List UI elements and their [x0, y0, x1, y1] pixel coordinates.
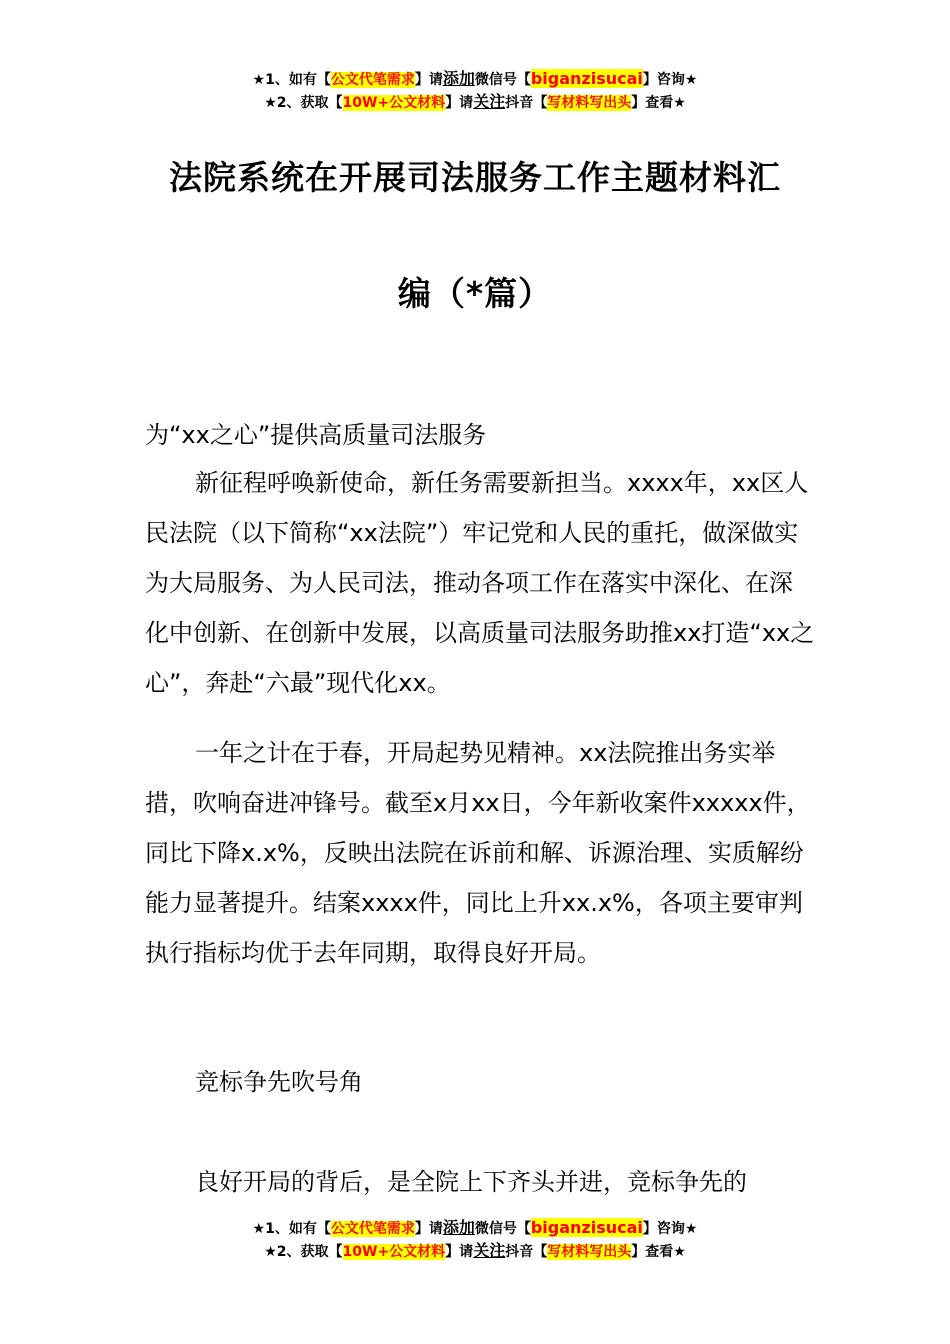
header-banner	[0, 68, 950, 114]
banner-line-2	[0, 1240, 950, 1263]
banner-line-1	[0, 1217, 950, 1240]
banner-text: 微信号【	[474, 72, 531, 88]
banner-text: 】查看★	[631, 95, 686, 111]
banner-highlight: 写材料写出头	[547, 1244, 632, 1260]
paragraph-text: 一年之计在于春，开局起势见精神。xx法院推出务实举措，吹响奋进冲锋号。截至x月xx日，今年新收案件xxxxx件，同比下降x.x%，反映出法院在诉前和解、诉源治理、实质解纷能力显著提升。结案xxxx件，同比上升xx.x%，各项主要审判执行指标均优于去年同期，取得良好开局。	[145, 739, 811, 967]
banner-text: 】咨询★	[642, 72, 698, 88]
document-title-line-1: 法院系统在开展司法服务工作主题材料汇	[169, 158, 781, 197]
paragraph-text: 新征程呼唤新使命，新任务需要新担当。xxxx年，xx区人民法院（以下简称“xx法院”）牢记党和人民的重托，做深做实为大局服务、为人民司法，推动各项工作在落实中深化、在深化中创新、在创新中发展，以高质量司法服务助推xx打造“xx之心”，奔赴“六最”现代化xx。	[145, 469, 815, 697]
banner-emphasis: 添加	[442, 1218, 475, 1237]
banner-text: 】请	[445, 1244, 474, 1260]
paragraph	[145, 458, 815, 708]
banner-line-2	[0, 91, 950, 114]
paragraph	[145, 1157, 815, 1207]
banner-text: 】请	[414, 72, 443, 88]
banner-text: ★2、获取【	[264, 1244, 343, 1260]
paragraph	[145, 728, 815, 978]
banner-text: ★1、如有【	[252, 1221, 331, 1237]
banner-line-1	[0, 68, 950, 91]
banner-text: 】咨询★	[642, 1221, 698, 1237]
banner-highlight: 10W+公文材料	[342, 95, 446, 111]
banner-text: 微信号【	[474, 1221, 531, 1237]
banner-wechat-id: biganzisucai	[530, 69, 643, 88]
document-title-line-2: 编（*篇）	[397, 274, 553, 313]
banner-text: 】查看★	[631, 1244, 686, 1260]
banner-emphasis: 关注	[473, 92, 506, 111]
banner-emphasis: 添加	[442, 69, 475, 88]
banner-text: 抖音【	[505, 95, 548, 111]
banner-highlight: 公文代笔需求	[330, 72, 415, 88]
footer-banner	[0, 1217, 950, 1263]
banner-text: 】请	[414, 1221, 443, 1237]
banner-highlight: 公文代笔需求	[330, 1221, 415, 1237]
banner-wechat-id: biganzisucai	[530, 1218, 643, 1237]
paragraph-text: 良好开局的背后，是全院上下齐头并进，竞标争先的	[195, 1168, 747, 1196]
heading-text: 竞标争先吹号角	[195, 1068, 363, 1096]
banner-highlight: 10W+公文材料	[342, 1244, 446, 1260]
section-subheading	[195, 1057, 865, 1107]
banner-highlight: 写材料写出头	[547, 95, 632, 111]
banner-text: ★1、如有【	[252, 72, 331, 88]
banner-emphasis: 关注	[473, 1241, 506, 1260]
heading-text: 为“xx之心”提供高质量司法服务	[145, 421, 487, 449]
section-heading	[145, 410, 815, 460]
banner-text: ★2、获取【	[264, 95, 343, 111]
banner-text: 】请	[445, 95, 474, 111]
banner-text: 抖音【	[505, 1244, 548, 1260]
